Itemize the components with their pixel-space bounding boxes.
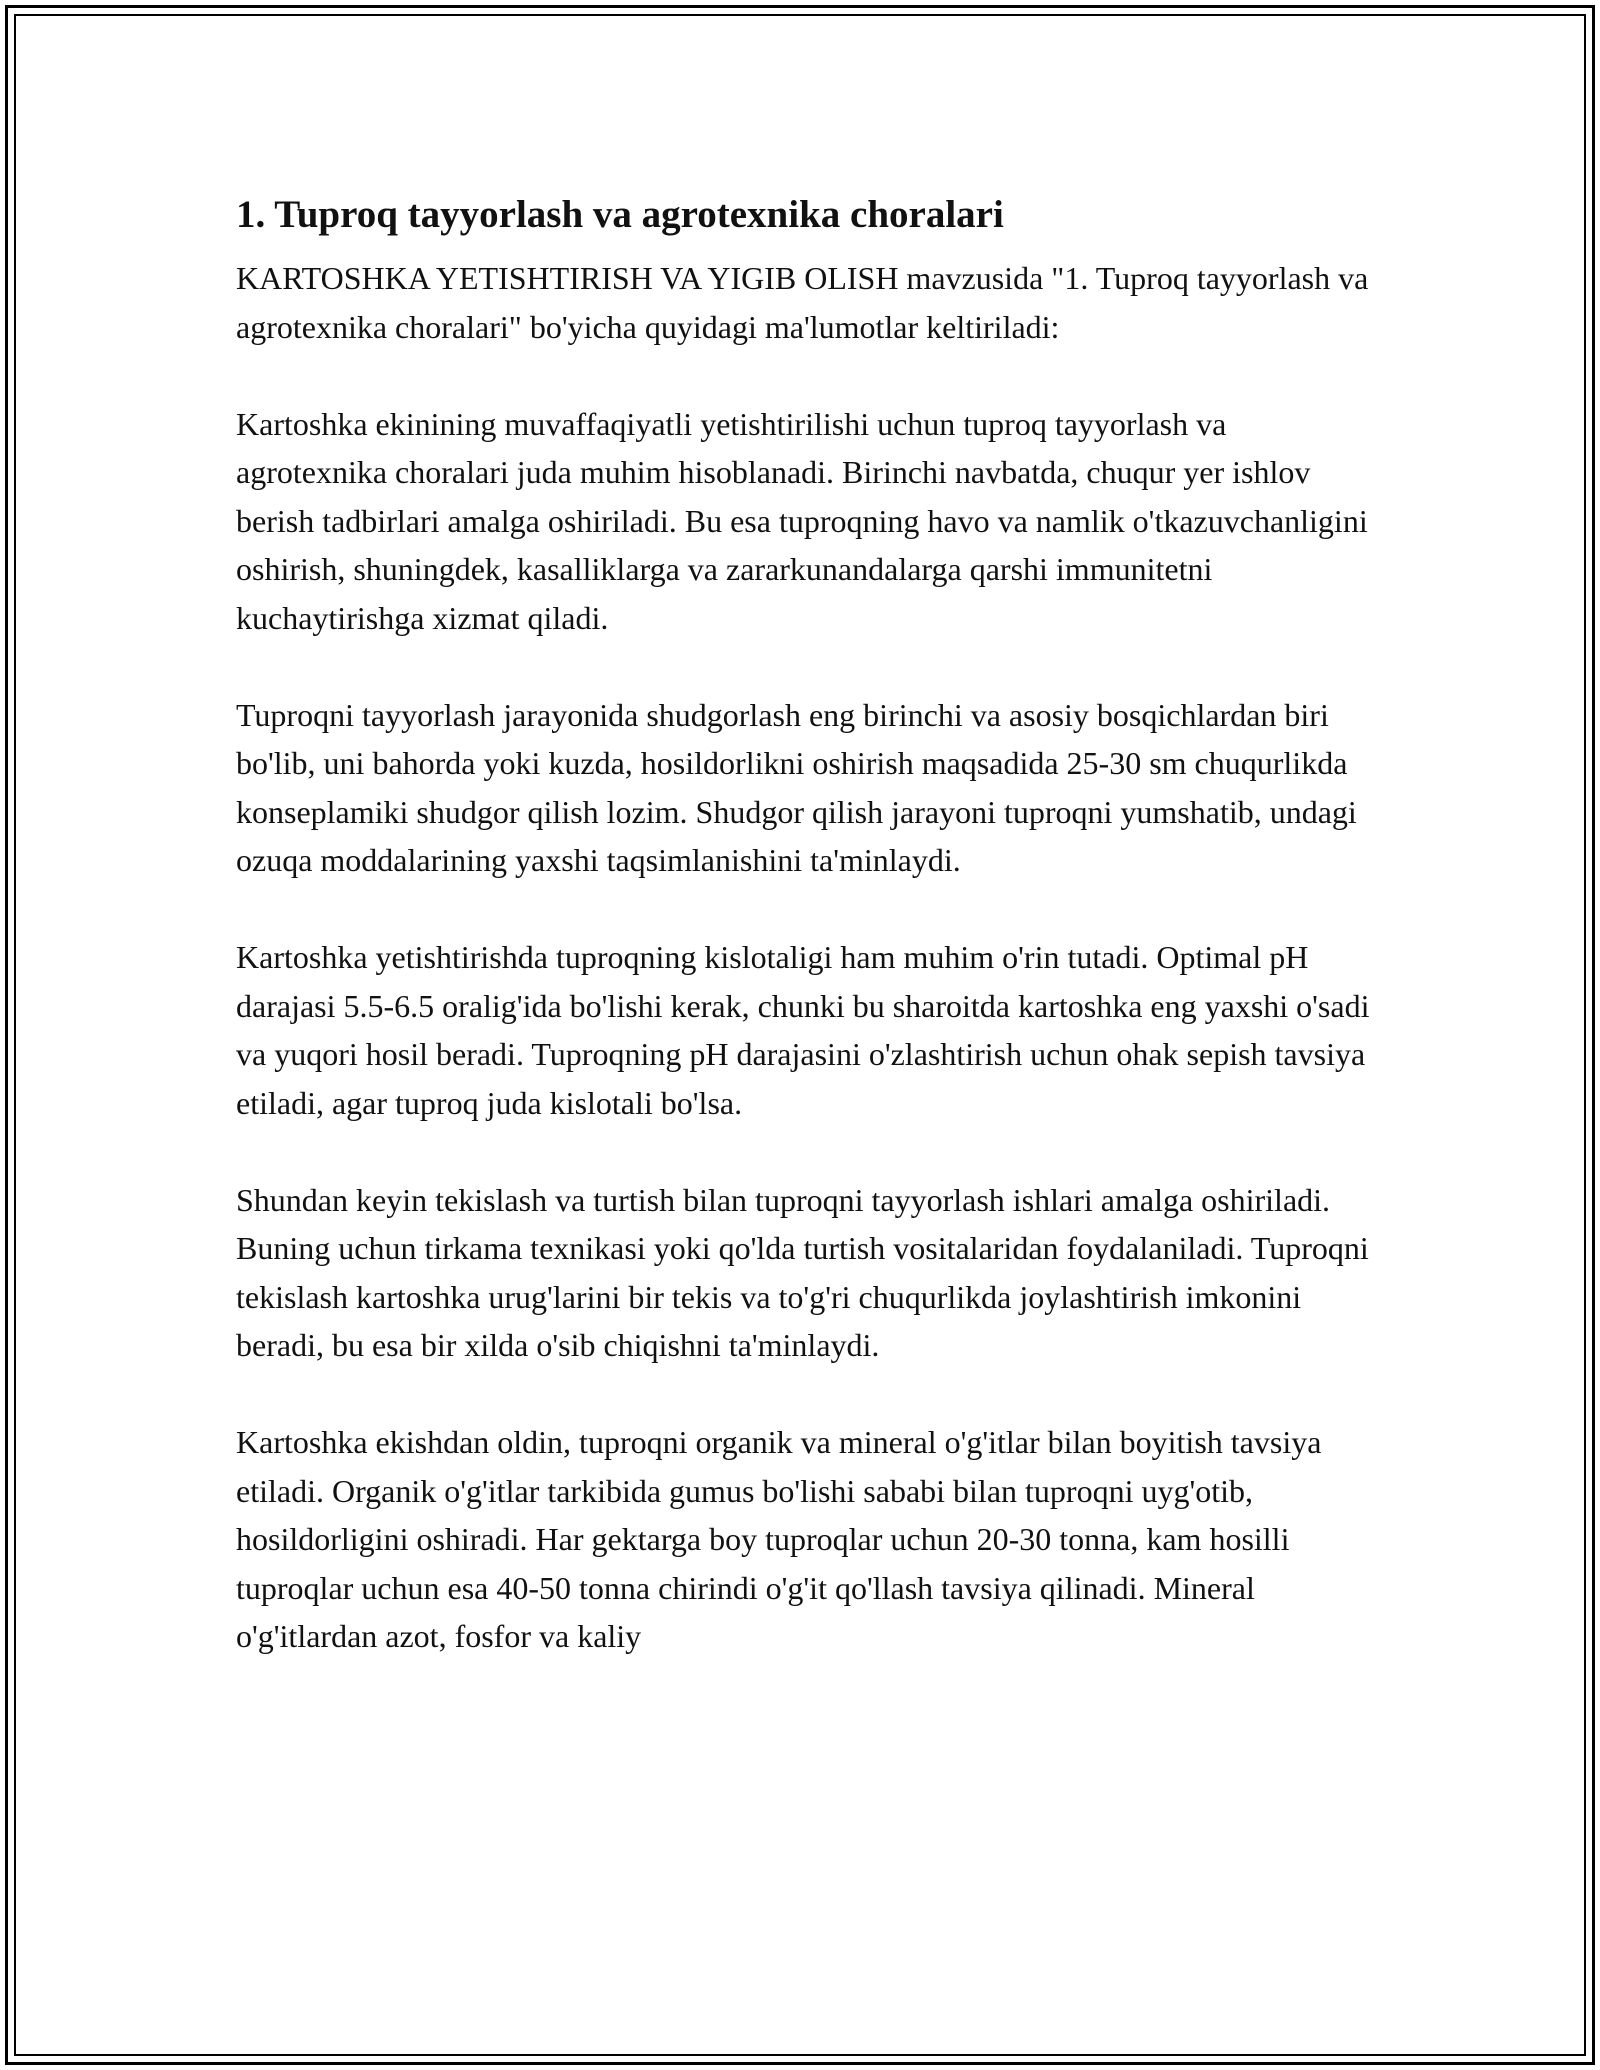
document-body	[236, 188, 1376, 1709]
paragraph-soil-importance: Kartoshka ekinining muvaffaqiyatli yetishtirilishi uchun tuproq tayyorlash va agrotexnika choralari juda muhim hisoblanadi. Birinchi navbatda, chuqur yer ishlov berish tadbirlari amalga oshiriladi. Bu esa tuproqning havo va namlik o'tkazuvchanligini oshirish, shuningdek, kasalliklarga va zararkunandalarga qarshi immunitetni kuchaytirishga xizmat qiladi.	[236, 405, 1368, 636]
paragraph-plowing: Tuproqni tayyorlash jarayonida shudgorlash eng birinchi va asosiy bosqichlardan biri bo'lib, uni bahorda yoki kuzda, hosildorlikni oshirish maqsadida 25-30 sm chuqurlikda konseplamiki shudgor qilish lozim. Shudgor qilish jarayoni tuproqni yumshatib, undagi ozuqa moddalarining yaxshi taqsimlanishini ta'minlaydi.	[236, 696, 1357, 878]
paragraph-intro: KARTOSHKA YETISHTIRISH VA YIGIB OLISH mavzusida "1. Tuproq tayyorlash va agrotexnika choralari" bo'yicha quyidagi ma'lumotlar keltiriladi:	[236, 260, 1369, 345]
section-heading: 1. Tuproq tayyorlash va agrotexnika choralari	[236, 193, 1004, 236]
paragraph-fertilizers: Kartoshka ekishdan oldin, tuproqni organik va mineral o'g'itlar bilan boyitish tavsiya etiladi. Organik o'g'itlar tarkibida gumus bo'lishi sababi bilan tuproqni uyg'otib, hosildorligini oshiradi. Har gektarga boy tuproqlar uchun 20-30 tonna, kam hosilli tuproqlar uchun esa 40-50 tonna chirindi o'g'it qo'llash tavsiya qilinadi. Mineral o'g'itlardan azot, fosfor va kaliy	[236, 1424, 1322, 1654]
paragraph-acidity: Kartoshka yetishtirishda tuproqning kislotaligi ham muhim o'rin tutadi. Optimal pH darajasi 5.5-6.5 oralig'ida bo'lishi kerak, chunki bu sharoitda kartoshka eng yaxshi o'sadi va yuqori hosil beradi. Tuproqning pH darajasini o'zlashtirish uchun ohak sepish tavsiya etiladi, agar tuproq juda kislotali bo'lsa.	[236, 939, 1370, 1121]
paragraph-leveling: Shundan keyin tekislash va turtish bilan tuproqni tayyorlash ishlari amalga oshiriladi. Buning uchun tirkama texnikasi yoki qo'lda turtish vositalaridan foydalaniladi. Tuproqni tekislash kartoshka urug'larini bir tekis va to'g'ri chuqurlikda joylashtirish imkonini beradi, bu esa bir xilda o'sib chiqishni ta'minlaydi.	[236, 1181, 1369, 1363]
